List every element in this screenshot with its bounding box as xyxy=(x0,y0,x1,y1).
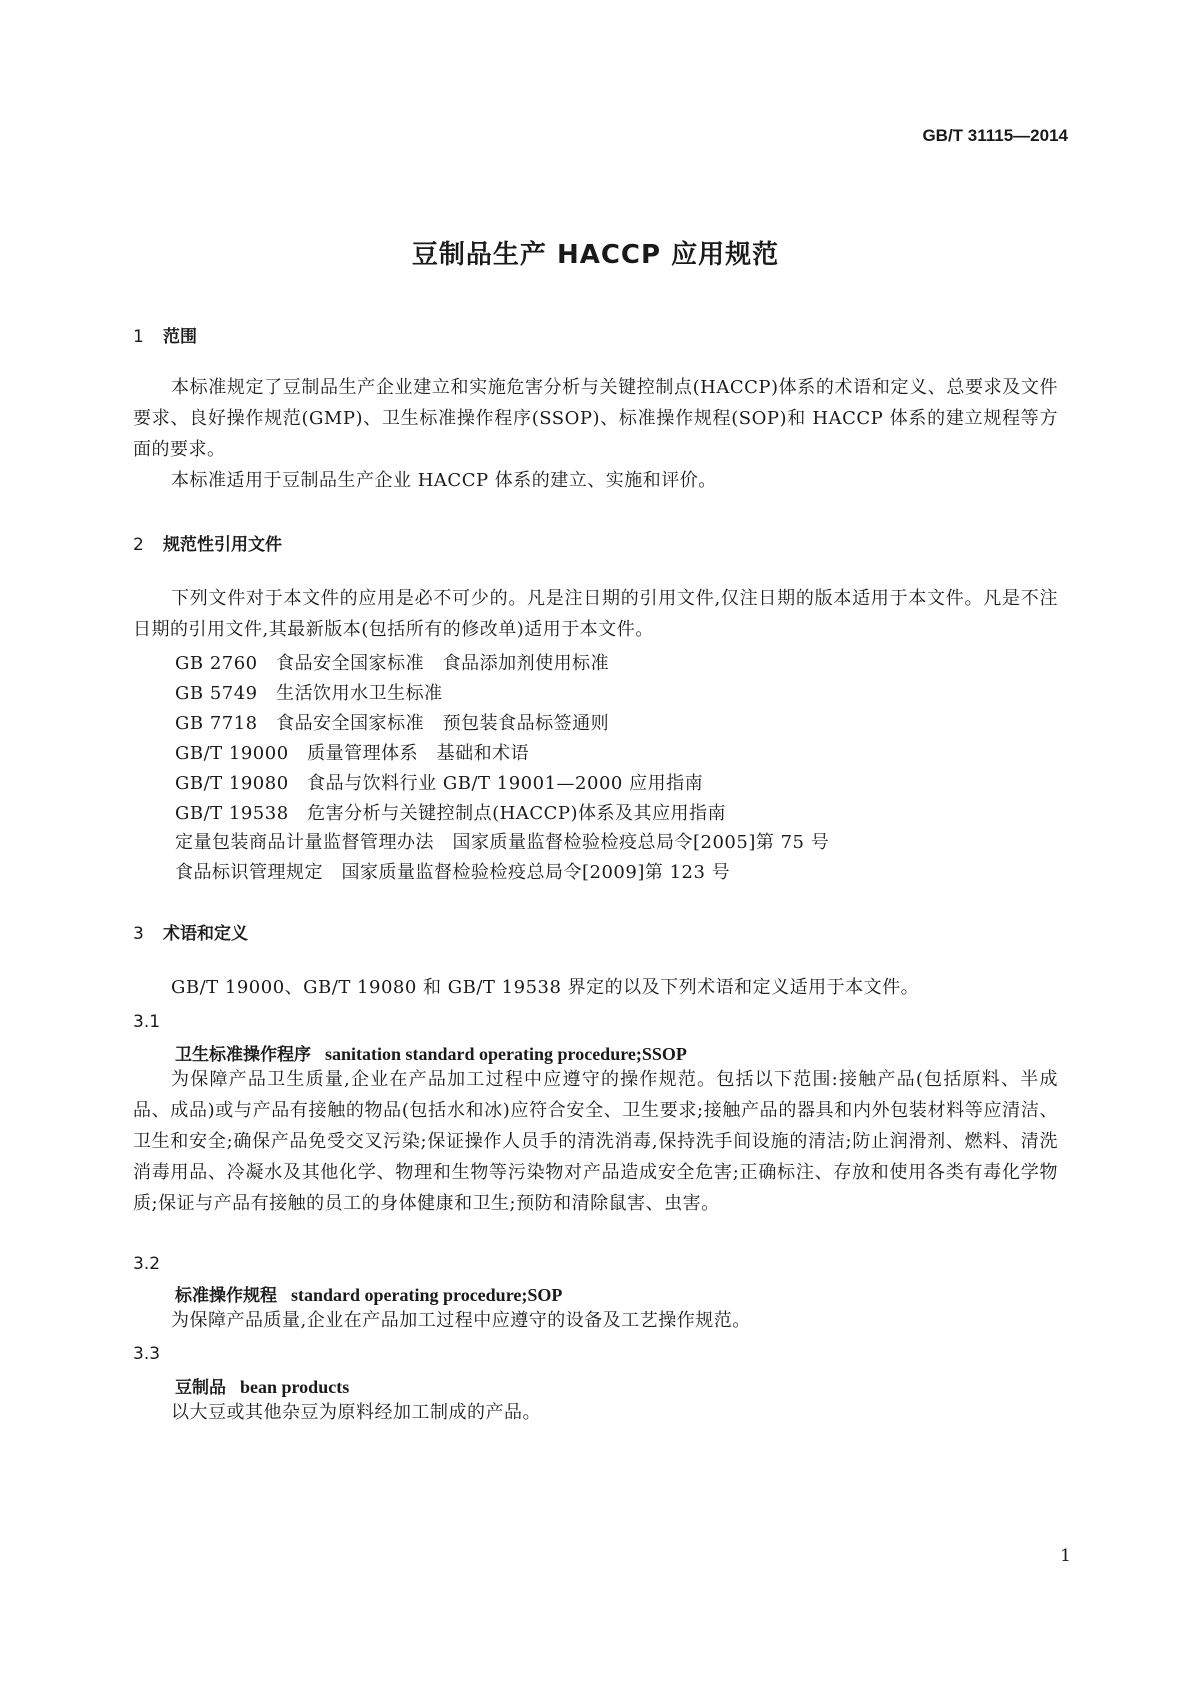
section-1-paragraph-2: 本标准适用于豆制品生产企业 HACCP 体系的建立、实施和评价。 xyxy=(171,470,717,491)
reference-item: 定量包装商品计量监督管理办法 国家质量监督检验检疫总局令[2005]第 75 号 xyxy=(175,832,830,853)
document-title: 豆制品生产 HACCP 应用规范 xyxy=(411,240,780,270)
clause-number-3-2: 3.2 xyxy=(133,1254,161,1274)
term-3-3 xyxy=(175,1373,349,1398)
term-3-1-definition: 为保障产品卫生质量,企业在产品加工过程中应遵守的操作规范。包括以下范围:接触产品(包括原料、半成品、成品)或与产品有接触的物品(包括水和冰)应符合安全、卫生要求;接触产品的器具和内外包装材料等应清洁、卫生和安全;确保产品免受交叉污染;保证操作人员手的清洗消毒,保持洗手间设施的清洁;防止润滑剂、燃料、清洗消毒用品、冷凝水及其他化学、物理和生物等污染物对产品造成安全危害;正确标注、存放和使用各类有毒化学物质;保证与产品有接触的员工的身体健康和卫生;预防和清除鼠害、虫害。 xyxy=(133,1069,1058,1214)
reference-item: GB 2760 食品安全国家标准 食品添加剂使用标准 xyxy=(175,653,610,674)
reference-item: GB/T 19000 质量管理体系 基础和术语 xyxy=(175,743,530,764)
term-en: standard operating procedure;SOP xyxy=(291,1285,563,1305)
section-title: 术语和定义 xyxy=(163,924,248,944)
term-3-2 xyxy=(175,1281,562,1306)
reference-item: GB 5749 生活饮用水卫生标准 xyxy=(175,683,443,704)
reference-item: GB/T 19080 食品与饮料行业 GB/T 19001—2000 应用指南 xyxy=(175,773,704,794)
section-1-heading xyxy=(133,322,197,347)
reference-item: GB/T 19538 危害分析与关键控制点(HACCP)体系及其应用指南 xyxy=(175,803,727,824)
section-2-paragraph-1: 下列文件对于本文件的应用是必不可少的。凡是注日期的引用文件,仅注日期的版本适用于本文件。凡是不注日期的引用文件,其最新版本(包括所有的修改单)适用于本文件。 xyxy=(133,588,1058,640)
section-1-paragraph-1: 本标准规定了豆制品生产企业建立和实施危害分析与关键控制点(HACCP)体系的术语和定义、总要求及文件要求、良好操作规范(GMP)、卫生标准操作程序(SSOP)、标准操作规程(SOP)和 HACCP 体系的建立规程等方面的要求。 xyxy=(133,377,1058,460)
term-3-2-definition: 为保障产品质量,企业在产品加工过程中应遵守的设备及工艺操作规范。 xyxy=(171,1310,751,1331)
standard-number: GB/T 31115—2014 xyxy=(922,126,1068,145)
page-number: 1 xyxy=(1060,1546,1071,1566)
section-number: 1 xyxy=(133,327,144,347)
clause-number-3-3: 3.3 xyxy=(133,1344,161,1364)
section-number: 3 xyxy=(133,924,144,944)
reference-item: GB 7718 食品安全国家标准 预包装食品标签通则 xyxy=(175,713,610,734)
term-zh: 标准操作规程 xyxy=(175,1286,277,1306)
section-3-paragraph-1: GB/T 19000、GB/T 19080 和 GB/T 19538 界定的以及下列术语和定义适用于本文件。 xyxy=(171,977,920,998)
section-title: 规范性引用文件 xyxy=(163,535,282,555)
clause-number-3-1: 3.1 xyxy=(133,1012,161,1032)
term-en: sanitation standard operating procedure;SSOP xyxy=(325,1044,687,1064)
section-number: 2 xyxy=(133,535,144,555)
term-en: bean products xyxy=(240,1377,350,1397)
term-3-3-definition: 以大豆或其他杂豆为原料经加工制成的产品。 xyxy=(171,1402,541,1423)
section-title: 范围 xyxy=(163,327,197,347)
term-zh: 豆制品 xyxy=(175,1378,226,1398)
section-2-heading xyxy=(133,530,282,555)
reference-item: 食品标识管理规定 国家质量监督检验检疫总局令[2009]第 123 号 xyxy=(175,862,731,883)
section-3-heading xyxy=(133,919,248,944)
term-zh: 卫生标准操作程序 xyxy=(175,1045,311,1065)
term-3-1 xyxy=(175,1040,687,1065)
